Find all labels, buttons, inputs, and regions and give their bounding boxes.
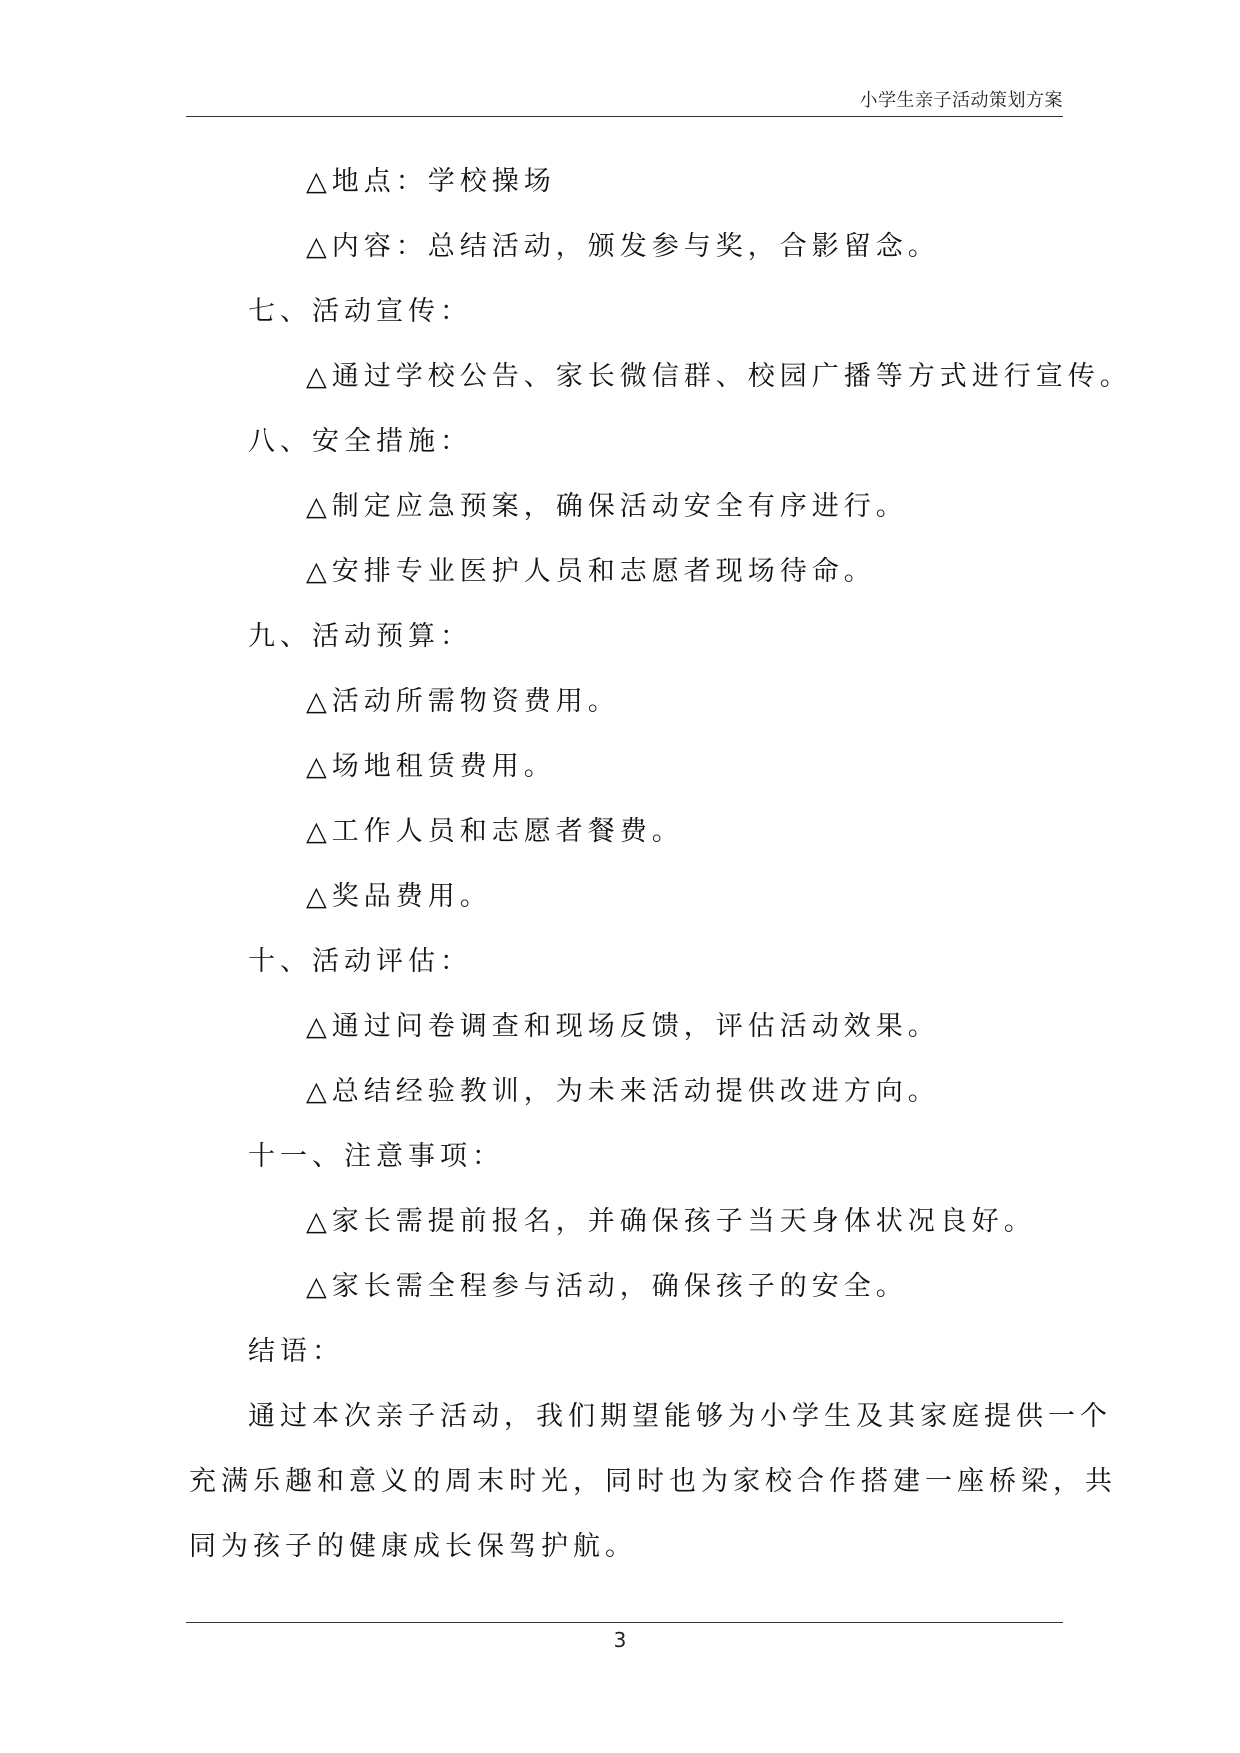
notes-item: △家长需全程参与活动，确保孩子的安全。 [306, 1271, 908, 1302]
location-line: △地点：学校操场 [306, 166, 556, 197]
evaluation-item: △总结经验教训，为未来活动提供改进方向。 [306, 1076, 940, 1107]
safety-item: △安排专业医护人员和志愿者现场待命。 [306, 556, 876, 587]
evaluation-item: △通过问卷调查和现场反馈，评估活动效果。 [306, 1011, 940, 1042]
section-heading-evaluation: 十、活动评估： [248, 946, 472, 977]
content-line: △内容：总结活动，颁发参与奖，合影留念。 [306, 231, 940, 262]
conclusion-paragraph-line: 充满乐趣和意义的周末时光，同时也为家校合作搭建一座桥梁，共 [189, 1466, 1117, 1497]
budget-item: △活动所需物资费用。 [306, 686, 620, 717]
conclusion-paragraph-line: 通过本次亲子活动，我们期望能够为小学生及其家庭提供一个 [248, 1401, 1112, 1432]
header-divider [186, 116, 1063, 117]
conclusion-heading: 结语： [248, 1336, 344, 1367]
running-header-title: 小学生亲子活动策划方案 [859, 90, 1063, 111]
safety-item: △制定应急预案，确保活动安全有序进行。 [306, 491, 908, 522]
budget-item: △场地租赁费用。 [306, 751, 556, 782]
conclusion-paragraph-line: 同为孩子的健康成长保驾护航。 [189, 1531, 637, 1562]
page-number: 3 [613, 1628, 627, 1652]
section-heading-safety: 八、安全措施： [248, 426, 472, 457]
notes-item: △家长需提前报名，并确保孩子当天身体状况良好。 [306, 1206, 1036, 1237]
budget-item: △工作人员和志愿者餐费。 [306, 816, 684, 847]
section-heading-notes: 十一、注意事项： [248, 1141, 504, 1172]
publicity-item: △通过学校公告、家长微信群、校园广播等方式进行宣传。 [306, 361, 1132, 392]
budget-item: △奖品费用。 [306, 881, 492, 912]
footer-divider [186, 1622, 1063, 1623]
section-heading-budget: 九、活动预算： [248, 621, 472, 652]
section-heading-publicity: 七、活动宣传： [248, 296, 472, 327]
